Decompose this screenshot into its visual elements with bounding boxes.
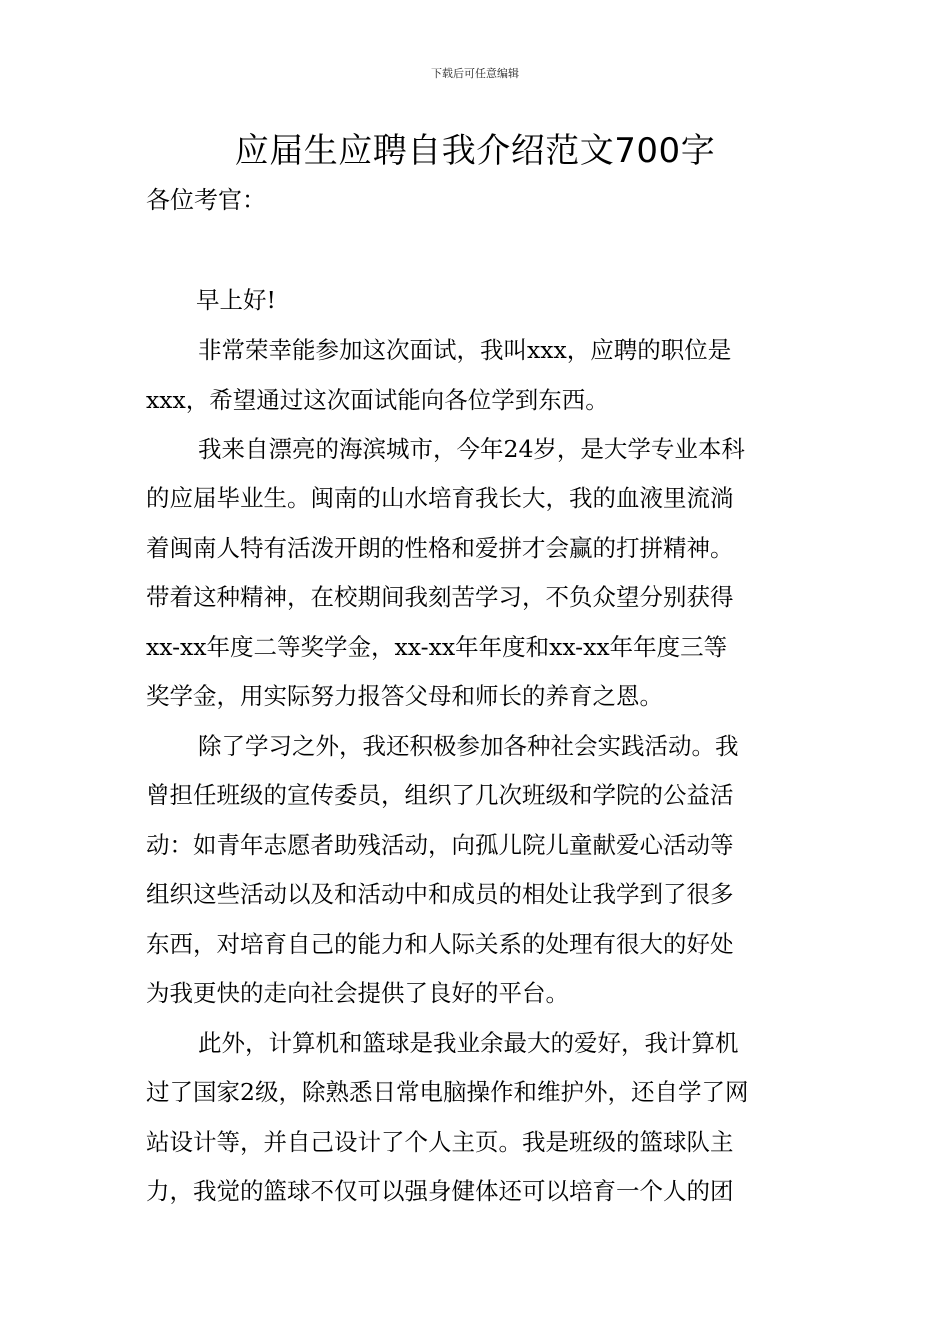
- paragraph-line: 此外，计算机和篮球是我业余最大的爱好，我计算机: [198, 1029, 739, 1057]
- paragraph-line: 组织这些活动以及和活动中和成员的相处让我学到了很多: [146, 880, 734, 908]
- paragraph-line: 非常荣幸能参加这次面试，我叫xxx，应聘的职位是: [198, 336, 732, 364]
- document-title: 应届生应聘自我介绍范文700字: [234, 131, 716, 171]
- greeting-line: 早上好!: [196, 286, 276, 314]
- paragraph-line: 除了学习之外，我还积极参加各种社会实践活动。我: [198, 732, 739, 760]
- paragraph-line: xxx，希望通过这次面试能向各位学到东西。: [146, 386, 609, 414]
- paragraph-line: 奖学金，用实际努力报答父母和师长的养育之恩。: [146, 682, 663, 710]
- paragraph-line: 站设计等，并自己设计了个人主页。我是班级的篮球队主: [146, 1128, 734, 1156]
- salutation: 各位考官：: [146, 186, 266, 214]
- paragraph-line: xx-xx年度二等奖学金，xx-xx年年度和xx-xx年年度三等: [146, 633, 728, 661]
- paragraph-line: 东西，对培育自己的能力和人际关系的处理有很大的好处: [146, 930, 734, 958]
- paragraph-line: 为我更快的走向社会提供了良好的平台。: [146, 979, 569, 1007]
- page-header-note: 下载后可任意编辑: [431, 67, 519, 80]
- paragraph-line: 我来自漂亮的海滨城市，今年24岁，是大学专业本科: [198, 435, 745, 463]
- paragraph-line: 带着这种精神，在校期间我刻苦学习，不负众望分别获得: [146, 583, 734, 611]
- paragraph-line: 的应届毕业生。闽南的山水培育我长大，我的血液里流淌: [146, 484, 734, 512]
- paragraph-line: 力，我觉的篮球不仅可以强身健体还可以培育一个人的团: [146, 1177, 734, 1205]
- paragraph-line: 着闽南人特有活泼开朗的性格和爱拼才会赢的打拼精神。: [146, 534, 734, 562]
- paragraph-line: 动：如青年志愿者助残活动，向孤儿院儿童献爱心活动等: [146, 831, 734, 859]
- paragraph-line: 曾担任班级的宣传委员，组织了几次班级和学院的公益活: [146, 781, 734, 809]
- paragraph-line: 过了国家2级，除熟悉日常电脑操作和维护外，还自学了网: [146, 1078, 749, 1106]
